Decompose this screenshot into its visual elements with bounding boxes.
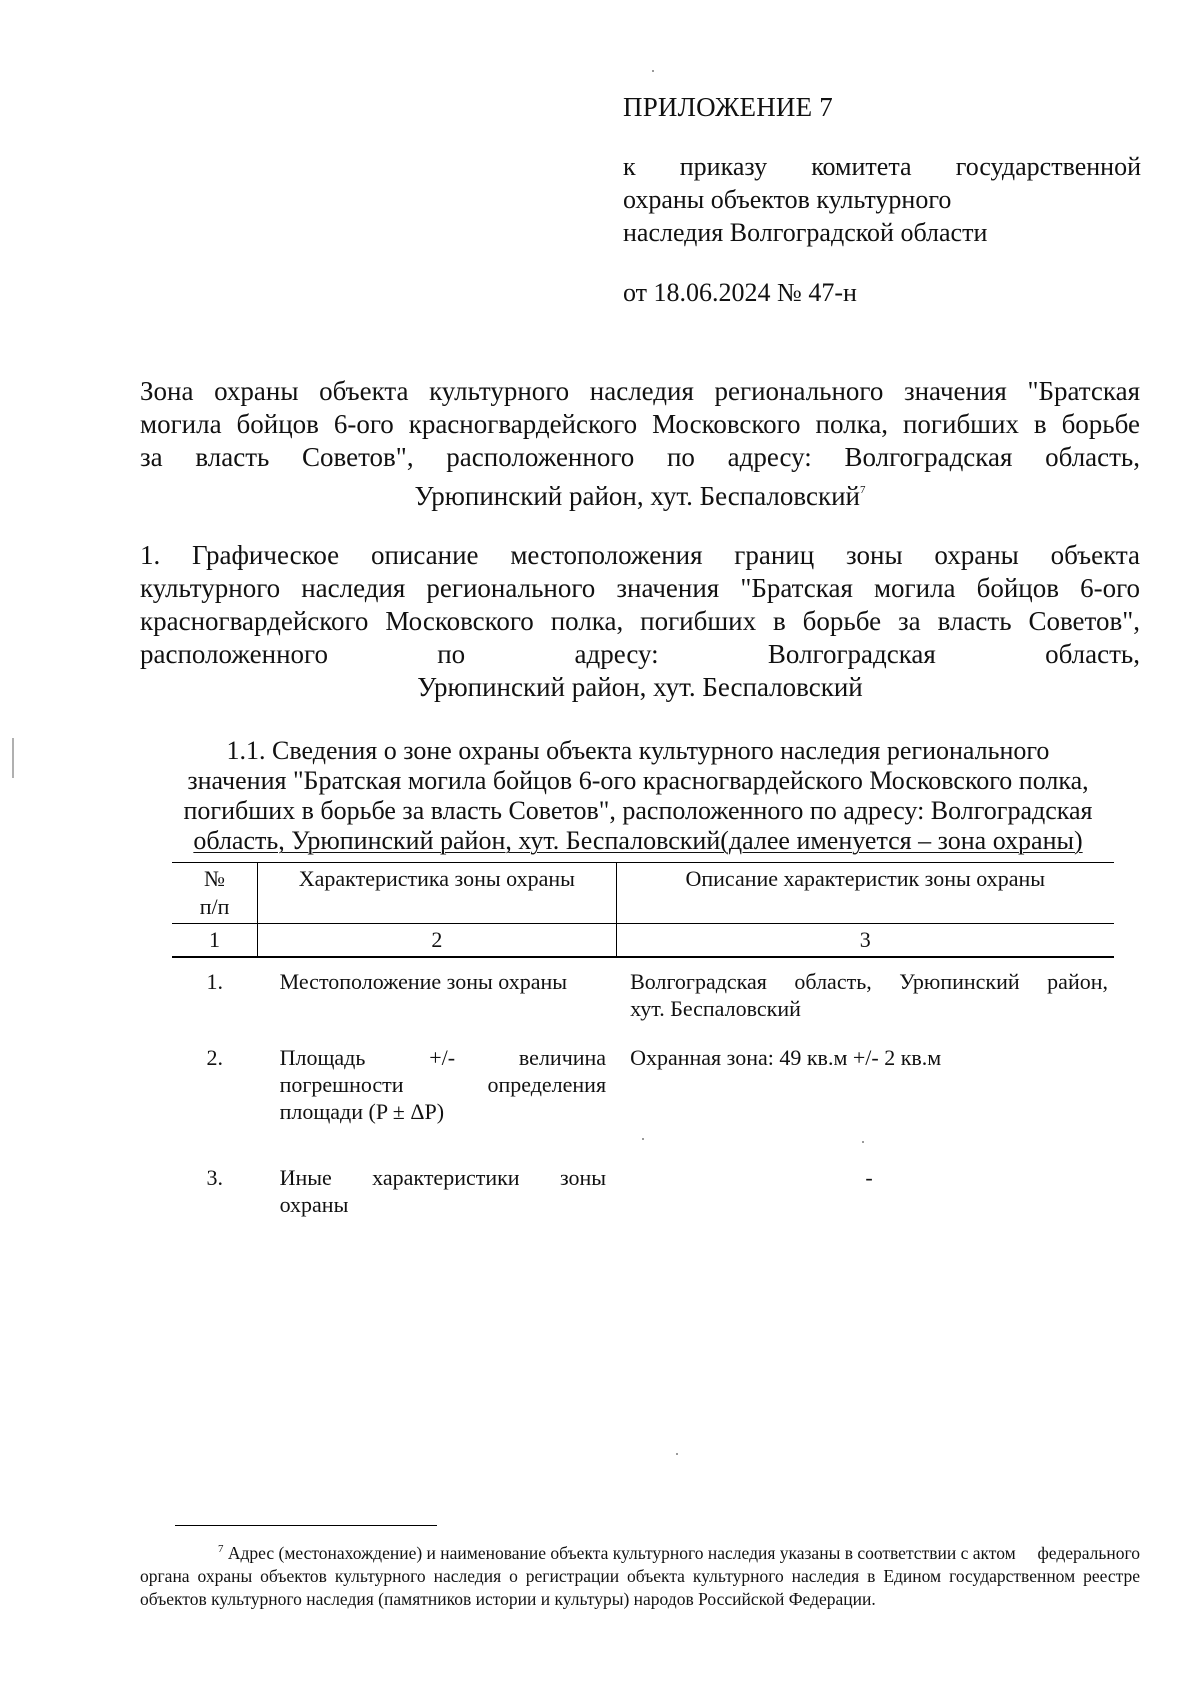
row-number: 1. <box>206 969 224 994</box>
row-description-line: Волгоградская область, Урюпинский район, <box>630 969 1108 994</box>
header-number-sign: № <box>204 866 226 891</box>
header-number <box>172 863 258 924</box>
subsection-line: погибших в борьбе за власть Советов", расположенного по адресу: Волгоградская <box>183 796 1093 825</box>
section-heading-line: 1. Графическое описание местоположения границ зоны охраны объекта <box>140 540 1140 570</box>
title-line: могила бойцов 6-ого красногвардейского Московского полка, погибших в борьбе <box>140 409 1140 439</box>
order-reference-line: к приказу комитета государственной <box>623 152 1141 181</box>
row-characteristic-line: Площадь +/- величина <box>279 1045 607 1070</box>
row-description: Охранная зона: 49 кв.м +/- 2 кв.м <box>630 1045 942 1070</box>
order-reference <box>623 150 1141 249</box>
table-row <box>172 957 1114 1034</box>
appendix-label: ПРИЛОЖЕНИЕ 7 <box>623 92 833 122</box>
header-characteristic: Характеристика зоны охраны <box>258 863 616 924</box>
table-row <box>172 1034 1114 1154</box>
document-title <box>140 375 1140 513</box>
table-header-row <box>172 863 1114 924</box>
row-description-line: хут. Беспаловский <box>630 996 801 1021</box>
scan-edge-mark <box>12 738 14 778</box>
section-heading <box>140 539 1140 704</box>
section-heading-line: красногвардейского Московского полка, погибших в борьбе за власть Советов", <box>140 606 1140 636</box>
row-characteristic-line: погрешности определения <box>279 1072 607 1097</box>
order-date: от 18.06.2024 № 47-н <box>623 278 857 307</box>
table-row <box>172 1154 1114 1226</box>
row-characteristic-line: охраны <box>279 1192 349 1217</box>
section-heading-line: Урюпинский район, хут. Беспаловский <box>417 672 863 702</box>
title-line <box>140 474 1140 513</box>
order-reference-line: охраны объектов культурного <box>623 185 952 214</box>
scan-speck <box>676 1453 678 1455</box>
row-characteristic <box>258 1034 616 1154</box>
subsection-line: область, Урюпинский район, хут. Беспаловский(далее именуется – зона охраны) <box>193 826 1083 855</box>
subsection-heading <box>140 736 1136 856</box>
footnote-first-line <box>140 1538 1016 1565</box>
row-characteristic: Местоположение зоны охраны <box>279 969 568 994</box>
row-number: 3. <box>206 1165 224 1190</box>
row-description <box>616 957 1114 1034</box>
row-description: - <box>865 1165 873 1190</box>
title-line: Зона охраны объекта культурного наследия регионального значения "Братская <box>140 376 1140 406</box>
row-characteristic <box>258 1154 616 1226</box>
row-characteristic-line: площади (P ± ΔP) <box>279 1099 445 1124</box>
title-line-text: Урюпинский район, хут. Беспаловский <box>414 481 860 511</box>
zone-characteristics-table <box>172 862 1114 1226</box>
column-number: 2 <box>258 924 616 958</box>
footnote-reference: 7 <box>860 484 866 496</box>
row-number: 2. <box>206 1045 224 1070</box>
subsection-line: значения "Братская могила бойцов 6-ого красногвардейского Московского полка, <box>187 766 1089 795</box>
footnote-mark: 7 <box>218 1543 224 1555</box>
footnote-text: федерального органа охраны объектов культурного наследия о регистрации объекта культурного наследия в Едином государственном реестре объектов культурного наследия (памятников истории и культуры) народов Российской Федерации. <box>140 1543 1140 1609</box>
section-heading-line: культурного наследия регионального значения "Братская могила бойцов 6-ого <box>140 573 1140 603</box>
footnote-separator <box>175 1525 437 1526</box>
scan-speck <box>652 70 654 72</box>
column-number: 1 <box>172 924 258 958</box>
footnote-text: Адрес (местонахождение) и наименование объекта культурного наследия указаны в соответствии с актом <box>223 1543 1016 1563</box>
header-description: Описание характеристик зоны охраны <box>616 863 1114 924</box>
row-characteristic-line: Иные характеристики зоны <box>279 1165 607 1190</box>
subsection-line: 1.1. Сведения о зоне охраны объекта культурного наследия регионального <box>226 736 1050 765</box>
section-heading-line: расположенного по адресу: Волгоградская область, <box>140 639 1140 669</box>
table-column-number-row <box>172 924 1114 958</box>
column-number: 3 <box>616 924 1114 958</box>
header-number-abbr: п/п <box>199 894 230 919</box>
footnote <box>140 1538 1140 1611</box>
order-reference-line: наследия Волгоградской области <box>623 218 988 247</box>
title-line: за власть Советов", расположенного по адресу: Волгоградская область, <box>140 442 1140 472</box>
